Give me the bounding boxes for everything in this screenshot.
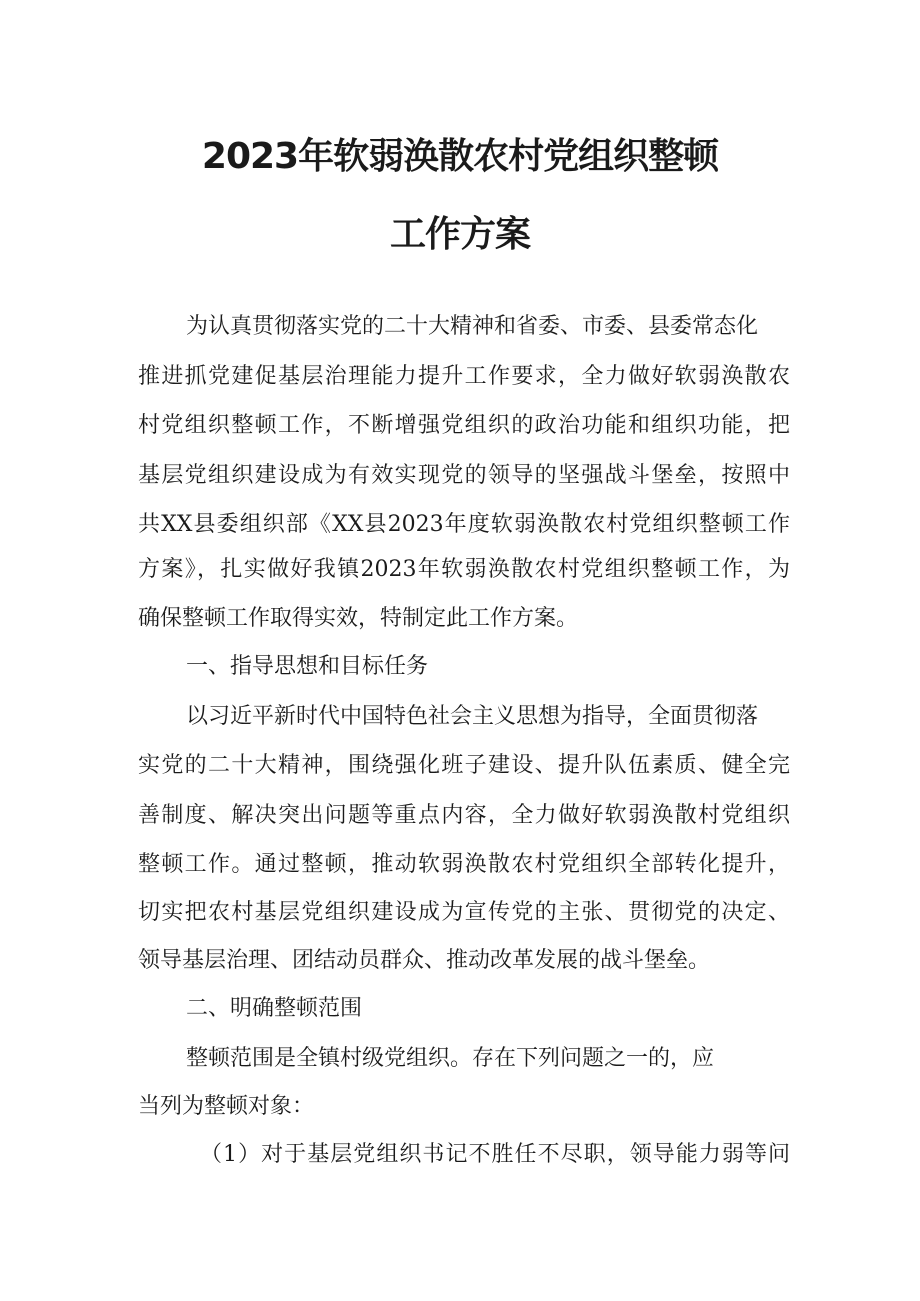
paragraph-line: 以习近平新时代中国特色社会主义思想为指导，全面贯彻落: [186, 704, 759, 729]
section-heading: 二、明确整顿范围: [186, 996, 363, 1021]
paragraph-line: 方案》，扎实做好我镇2023年软弱涣散农村党组织整顿工作，为: [138, 557, 790, 582]
paragraph-line: 实党的二十大精神，围绕强化班子建设、提升队伍素质、健全完: [138, 753, 790, 778]
paragraph-line: 基层党组织建设成为有效实现党的领导的坚强战斗堡垒，按照中: [138, 463, 790, 488]
paragraph-line: 当列为整顿对象：: [138, 1094, 315, 1119]
document-title-line-1: 2023年软弱涣散农村党组织整顿: [201, 136, 719, 177]
paragraph-line: 整顿工作。通过整顿，推动软弱涣散农村党组织全部转化提升，: [138, 852, 790, 877]
paragraph-line: 确保整顿工作取得实效，特制定此工作方案。: [138, 606, 579, 631]
paragraph-line: 切实把农村基层党组织建设成为宣传党的主张、贯彻党的决定、: [138, 900, 790, 925]
section-heading: 一、指导思想和目标任务: [186, 654, 429, 679]
paragraph-line: 善制度、解决突出问题等重点内容，全力做好软弱涣散村党组织: [138, 803, 790, 828]
document-title-line-2: 工作方案: [389, 214, 530, 255]
paragraph-line: 为认真贯彻落实党的二十大精神和省委、市委、县委常态化: [186, 314, 759, 339]
paragraph-line: 整顿范围是全镇村级党组织。存在下列问题之一的，应: [186, 1046, 715, 1071]
paragraph-line: 共XX县委组织部《XX县2023年度软弱涣散农村党组织整顿工作: [138, 512, 790, 537]
list-item-line: （1）对于基层党组织书记不胜任不尽职，领导能力弱等问: [200, 1142, 790, 1167]
paragraph-line: 推进抓党建促基层治理能力提升工作要求，全力做好软弱涣散农: [138, 364, 790, 389]
paragraph-line: 领导基层治理、团结动员群众、推动改革发展的战斗堡垒。: [138, 948, 711, 973]
paragraph-line: 村党组织整顿工作，不断增强党组织的政治功能和组织功能，把: [138, 413, 790, 438]
